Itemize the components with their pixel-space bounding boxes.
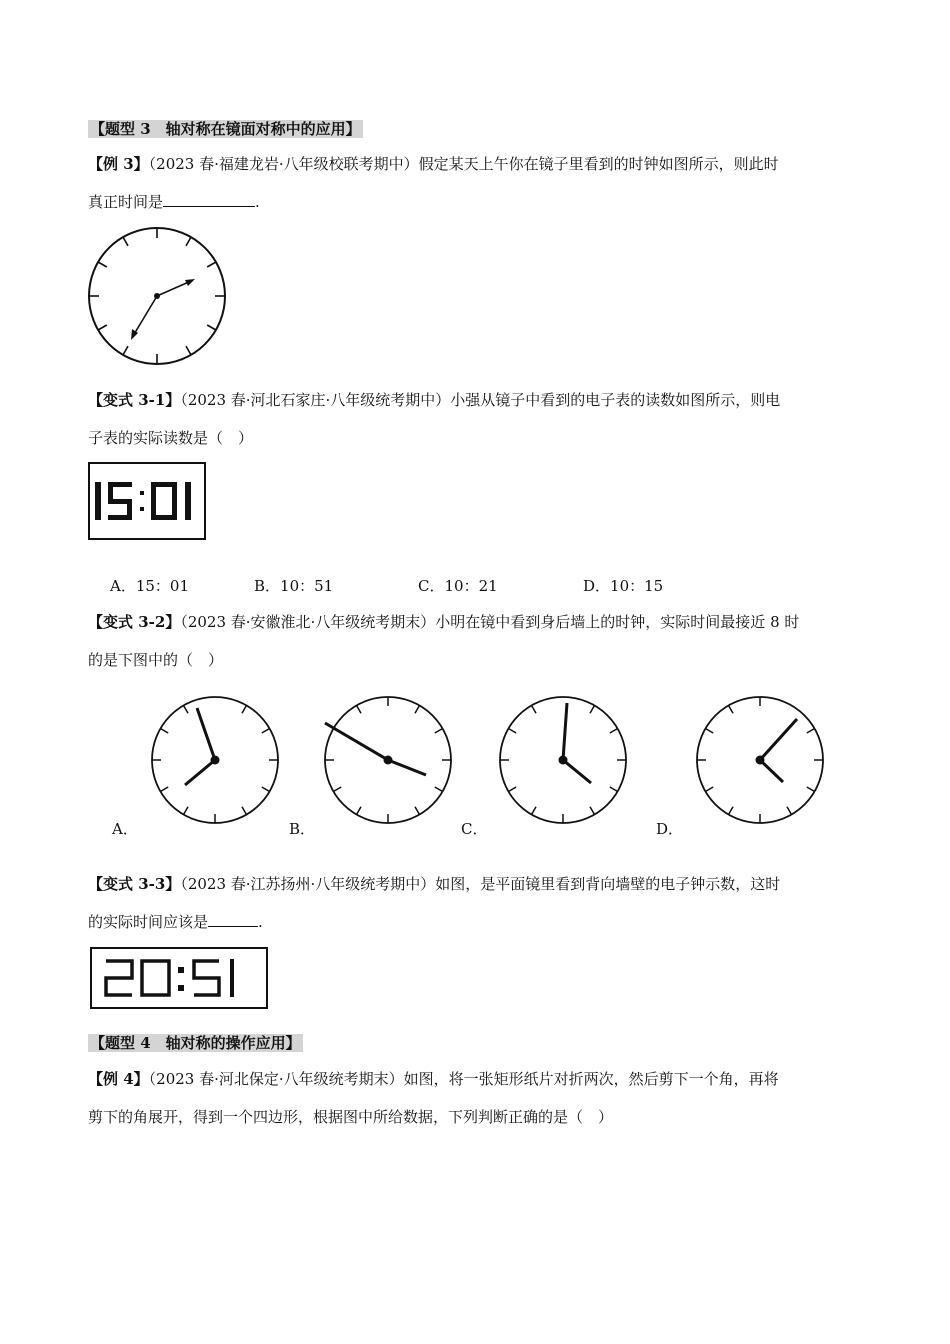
digital-display-2-digits	[90, 947, 268, 1009]
question-text: .	[258, 913, 263, 931]
minute-hand	[133, 296, 157, 336]
hour-hand	[157, 281, 191, 296]
option-a[interactable]: A．15：01	[110, 577, 190, 595]
clock-label-b: B．	[289, 820, 316, 838]
option-d[interactable]: D．10：15	[583, 577, 664, 595]
example-3-line-1	[88, 153, 779, 175]
question-text: 剪下的角展开，得到一个四边形，根据图中所给数据，下列判断正确的是（ ）	[88, 1108, 614, 1126]
clock-option-d[interactable]	[695, 695, 825, 825]
clock-label-c: C．	[461, 820, 488, 838]
mirror-clock-figure	[87, 226, 227, 366]
variant-3-1-line-1	[88, 389, 780, 411]
clock-option-a[interactable]	[150, 695, 280, 825]
example-3-line-2	[88, 191, 260, 213]
section-title: 【题型 4 轴对称的操作应用】	[90, 1034, 301, 1052]
question-text: 的实际时间应该是	[88, 913, 209, 931]
variant-3-3-line-2	[88, 911, 263, 933]
question-text: （2023 春·河北保定·八年级统考期末）如图，将一张矩形纸片对折两次，然后剪下一个角，再将	[148, 1070, 779, 1088]
example-4-line-2	[88, 1106, 613, 1128]
clock-label-d: D．	[656, 820, 684, 838]
digital-display-digits	[88, 462, 206, 540]
question-tag: 【变式 3-3】	[88, 875, 181, 893]
variant-3-2-line-1	[88, 611, 799, 633]
answer-blank[interactable]	[208, 911, 258, 927]
section-header-3	[88, 118, 363, 140]
clock-option-b[interactable]	[323, 695, 453, 825]
example-4-line-1	[88, 1068, 779, 1090]
question-text: （2023 春·安徽淮北·八年级统考期末）小明在镜中看到身后墙上的时钟，实际时间最接近 8 时	[180, 613, 800, 631]
section-title: 【题型 3 轴对称在镜面对称中的应用】	[90, 120, 361, 138]
question-text: .	[255, 193, 260, 211]
clock-label-a: A．	[112, 820, 138, 838]
question-text: 真正时间是	[88, 193, 164, 211]
section-header-4	[88, 1032, 303, 1054]
question-tag: 【例 3】	[88, 155, 149, 173]
question-text: （2023 春·河北石家庄·八年级统考期中）小强从镜子中看到的电子表的读数如图所示，则电	[180, 391, 781, 409]
variant-3-3-line-1	[88, 873, 780, 895]
question-text: 的是下图中的（ ）	[88, 651, 224, 669]
option-b[interactable]: B．10：51	[254, 577, 334, 595]
answer-blank[interactable]	[163, 191, 255, 207]
question-text: 子表的实际读数是（ ）	[88, 429, 254, 447]
hour-hand-arrow	[185, 279, 195, 286]
clock-option-c[interactable]	[498, 695, 628, 825]
variant-3-2-line-2	[88, 649, 223, 671]
variant-3-1-line-2	[88, 427, 253, 449]
question-text: （2023 春·福建龙岩·八年级校联考期中）假定某天上午你在镜子里看到的时钟如图所示，则此时	[148, 155, 779, 173]
question-text: （2023 春·江苏扬州·八年级统考期中）如图，是平面镜里看到背向墙壁的电子钟示数，这时	[180, 875, 781, 893]
clock-center	[154, 293, 160, 299]
option-c[interactable]: C．10：21	[418, 577, 498, 595]
question-tag: 【变式 3-1】	[88, 391, 181, 409]
question-tag: 【例 4】	[88, 1070, 149, 1088]
question-tag: 【变式 3-2】	[88, 613, 181, 631]
